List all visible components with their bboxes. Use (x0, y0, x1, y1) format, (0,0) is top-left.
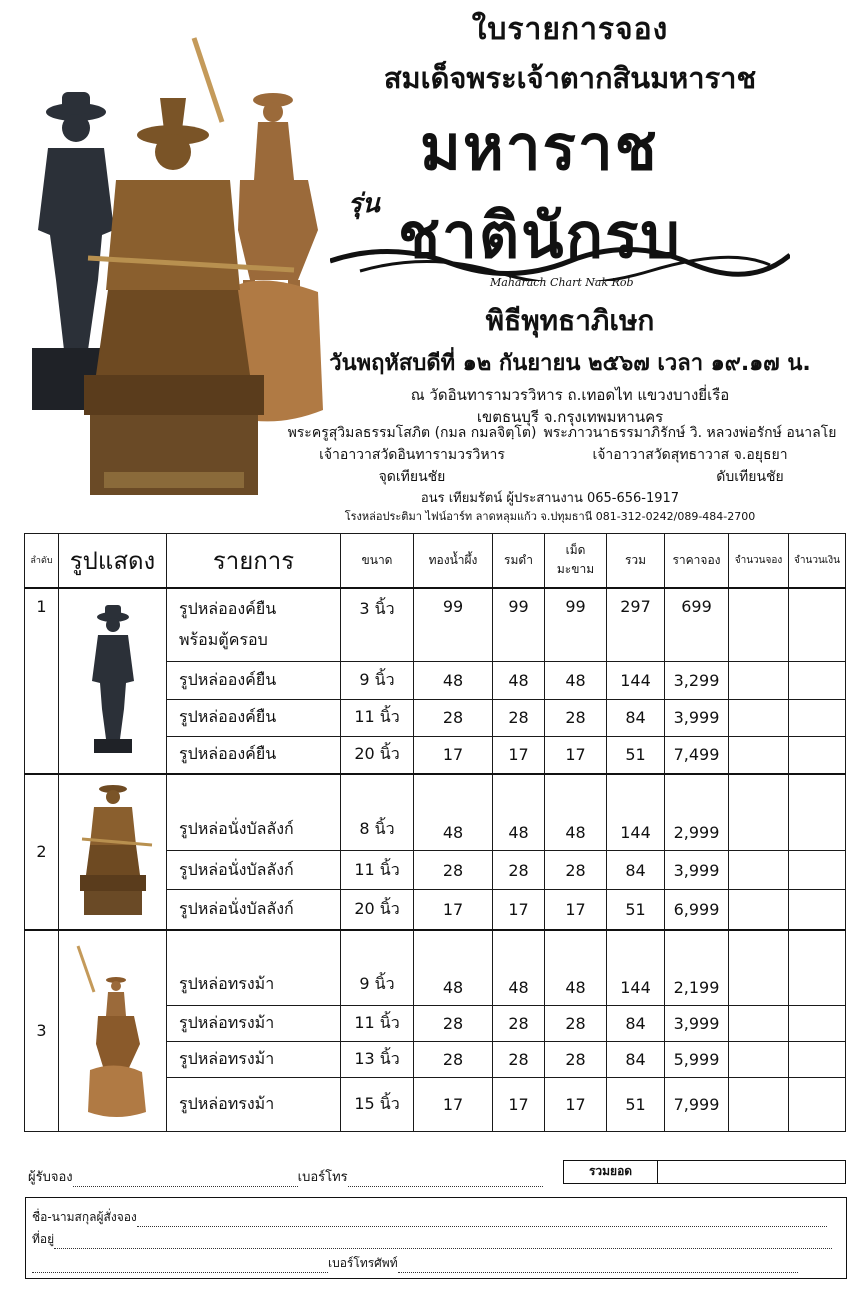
price: 3,999 (665, 850, 729, 890)
price: 699 (665, 588, 729, 662)
monk-left (262, 422, 562, 488)
gold-qty: 48 (414, 662, 493, 699)
seed-qty: 17 (545, 890, 607, 930)
logo-run-text: รุ่น (348, 189, 380, 219)
size: 8 นิ้ว (341, 774, 414, 851)
item-name: รูปหล่อทรงม้า (167, 1006, 341, 1042)
total-qty: 144 (607, 930, 665, 1006)
gold-qty: 28 (414, 850, 493, 890)
gold-qty: 28 (414, 1006, 493, 1042)
gold-qty: 48 (414, 774, 493, 851)
header-size: ขนาด (341, 534, 414, 588)
total-field[interactable] (658, 1161, 845, 1183)
black-qty: 17 (493, 890, 545, 930)
size: 20 นิ้ว (341, 890, 414, 930)
total-qty: 51 (607, 890, 665, 930)
amount-input[interactable] (789, 736, 846, 773)
black-qty: 48 (493, 774, 545, 851)
horse-statue-icon (60, 936, 166, 1122)
name-label: ชื่อ-นามสกุลผู้สั่งจอง (32, 1210, 137, 1224)
qty-input[interactable] (729, 1006, 789, 1042)
table-header-row (25, 534, 846, 588)
header-seed-line1: เม็ด (565, 543, 586, 558)
total-qty: 84 (607, 1042, 665, 1078)
series-logo (290, 101, 850, 291)
gold-qty: 17 (414, 890, 493, 930)
order-table (24, 533, 846, 1132)
price: 2,199 (665, 930, 729, 1006)
gold-qty: 17 (414, 1078, 493, 1132)
receiver-line (28, 1166, 543, 1187)
address-line (32, 1230, 832, 1249)
seed-qty: 99 (545, 588, 607, 662)
address-label: ที่อยู่ (32, 1232, 55, 1246)
group-no: 3 (25, 930, 59, 1132)
item-name: รูปหล่อนั่งบัลลังก์ (167, 850, 341, 890)
black-qty: 48 (493, 930, 545, 1006)
qty-input[interactable] (729, 662, 789, 699)
size: 11 นิ้ว (341, 699, 414, 736)
form-title: ใบรายการจอง (471, 12, 669, 47)
seed-qty: 17 (545, 1078, 607, 1132)
receiver-field[interactable] (73, 1173, 298, 1187)
item-name: รูปหล่อทรงม้า (167, 930, 341, 1006)
amount-input[interactable] (789, 1078, 846, 1132)
item-name (167, 588, 341, 662)
throne-statue-image (59, 774, 167, 930)
total-qty: 84 (607, 1006, 665, 1042)
item-name-line1: รูปหล่อองค์ยืน (179, 598, 277, 618)
receiver-label: ผู้รับจอง (28, 1170, 73, 1185)
header-price: ราคาจอง (665, 534, 729, 588)
seed-qty: 48 (545, 774, 607, 851)
qty-input[interactable] (729, 699, 789, 736)
king-name: สมเด็จพระเจ้าตากสินมหาราช (383, 61, 757, 95)
seed-qty: 28 (545, 1006, 607, 1042)
amount-input[interactable] (789, 930, 846, 1006)
black-qty: 28 (493, 850, 545, 890)
item-name: รูปหล่อทรงม้า (167, 1042, 341, 1078)
price: 7,999 (665, 1078, 729, 1132)
item-name: รูปหล่อองค์ยืน (167, 699, 341, 736)
qty-input[interactable] (729, 1078, 789, 1132)
total-qty: 84 (607, 699, 665, 736)
qty-input[interactable] (729, 850, 789, 890)
qty-input[interactable] (729, 588, 789, 662)
total-qty: 144 (607, 662, 665, 699)
venue-line1: ณ วัดอินทารามวรวิหาร ถ.เทอดไท แขวงบางยี่เรือ (410, 386, 730, 404)
receiver-phone-label: เบอร์โทร (297, 1170, 348, 1185)
item-name: รูปหล่อองค์ยืน (167, 736, 341, 773)
total-qty: 297 (607, 588, 665, 662)
price: 2,999 (665, 774, 729, 851)
item-name-line2: พร้อมตู้ครอบ (179, 629, 268, 649)
contact-box (25, 1197, 847, 1279)
amount-input[interactable] (789, 850, 846, 890)
size: 9 นิ้ว (341, 662, 414, 699)
header-total: รวม (607, 534, 665, 588)
seed-qty: 48 (545, 662, 607, 699)
size: 9 นิ้ว (341, 930, 414, 1006)
amount-input[interactable] (789, 588, 846, 662)
horse-statue-image (59, 930, 167, 1132)
total-qty: 51 (607, 736, 665, 773)
black-qty: 99 (493, 588, 545, 662)
header-image: รูปแสดง (59, 534, 167, 588)
seed-qty: 17 (545, 736, 607, 773)
foundry: โรงหล่อประติมา ไฟน์อาร์ท ลาดหลุมแก้ว จ.ปทุมธานี 081-312-0242/089-484-2700 (344, 510, 756, 523)
ornament-swirl-icon (330, 241, 790, 281)
qty-input[interactable] (729, 1042, 789, 1078)
telephone-pre-dots (32, 1259, 328, 1273)
price: 3,299 (665, 662, 729, 699)
monk-left-title: เจ้าอาวาสวัดอินทารามวรวิหาร (319, 447, 505, 463)
amount-input[interactable] (789, 1042, 846, 1078)
gold-qty: 28 (414, 1042, 493, 1078)
qty-input[interactable] (729, 890, 789, 930)
header-seed (545, 534, 607, 588)
header-no: ลำดับ (25, 534, 59, 588)
ceremony-date: วันพฤหัสบดีที่ ๑๒ กันยายน ๒๕๖๗ เวลา ๑๙.๑๗ น. (329, 351, 811, 376)
total-box (563, 1160, 846, 1184)
header-gold: ทองน้ำผึ้ง (414, 534, 493, 588)
item-name: รูปหล่อทรงม้า (167, 1078, 341, 1132)
coordinator: อนร เทียมรัตน์ ผู้ประสานงาน 065-656-1917 (420, 491, 680, 506)
black-qty: 28 (493, 1042, 545, 1078)
black-qty: 17 (493, 1078, 545, 1132)
item-name: รูปหล่อนั่งบัลลังก์ (167, 890, 341, 930)
size: 20 นิ้ว (341, 736, 414, 773)
ceremony-title: พิธีพุทธาภิเษก (485, 304, 655, 337)
price: 5,999 (665, 1042, 729, 1078)
total-label: รวมยอด (564, 1161, 658, 1183)
black-qty: 28 (493, 1006, 545, 1042)
logo-main-text: มหาราช (420, 111, 659, 184)
telephone-label: เบอร์โทรศัพท์ (328, 1256, 398, 1270)
price: 6,999 (665, 890, 729, 930)
header (0, 0, 860, 525)
size: 11 นิ้ว (341, 850, 414, 890)
size: 11 นิ้ว (341, 1006, 414, 1042)
gold-qty: 28 (414, 699, 493, 736)
standing-statue-icon (60, 589, 166, 769)
total-qty: 84 (607, 850, 665, 890)
header-amount: จำนวนเงิน (789, 534, 846, 588)
total-qty: 144 (607, 774, 665, 851)
seed-qty: 28 (545, 850, 607, 890)
total-qty: 51 (607, 1078, 665, 1132)
table-row (25, 588, 846, 662)
qty-input[interactable] (729, 774, 789, 851)
table-row (25, 930, 846, 1006)
monk-left-role: จุดเทียนชัย (378, 469, 446, 485)
amount-input[interactable] (789, 699, 846, 736)
header-qty: จำนวนจอง (729, 534, 789, 588)
qty-input[interactable] (729, 736, 789, 773)
size: 3 นิ้ว (341, 588, 414, 662)
item-name: รูปหล่อนั่งบัลลังก์ (167, 774, 341, 851)
address-field[interactable] (54, 1235, 832, 1249)
name-field[interactable] (137, 1213, 827, 1227)
monk-right-name: พระภาวนาธรรมาภิรักษ์ วิ. หลวงพ่อรักษ์ อนาลโย (543, 425, 837, 441)
amount-input[interactable] (789, 1006, 846, 1042)
black-qty: 28 (493, 699, 545, 736)
standing-statue-image (59, 588, 167, 774)
price: 3,999 (665, 699, 729, 736)
seed-qty: 48 (545, 930, 607, 1006)
throne-statue-icon (60, 775, 166, 925)
header-seed-line2: มะขาม (556, 562, 595, 577)
group-no: 1 (25, 588, 59, 774)
receiver-phone-field[interactable] (348, 1173, 543, 1187)
black-qty: 48 (493, 662, 545, 699)
venue-line2: เขตธนบุรี จ.กรุงเทพมหานคร (476, 408, 664, 426)
monk-right (520, 422, 860, 488)
black-qty: 17 (493, 736, 545, 773)
gold-qty: 48 (414, 930, 493, 1006)
title-block (290, 6, 850, 428)
amount-input[interactable] (789, 662, 846, 699)
logo-sub-text: ชาตินักรบ (398, 199, 682, 272)
group-no: 2 (25, 774, 59, 930)
telephone-line (32, 1254, 798, 1273)
amount-input[interactable] (789, 774, 846, 851)
monk-right-role: ดับเทียนชัย (716, 469, 784, 485)
price: 3,999 (665, 1006, 729, 1042)
telephone-field[interactable] (398, 1259, 798, 1273)
seed-qty: 28 (545, 699, 607, 736)
header-item: รายการ (167, 534, 341, 588)
amount-input[interactable] (789, 890, 846, 930)
logo-english: Maharach Chart Nak Rob (490, 276, 634, 289)
qty-input[interactable] (729, 930, 789, 1006)
item-name: รูปหล่อองค์ยืน (167, 662, 341, 699)
gold-qty: 17 (414, 736, 493, 773)
name-line (32, 1208, 827, 1227)
table-row (25, 774, 846, 851)
monk-right-title: เจ้าอาวาสวัดสุทธาวาส จ.อยุธยา (592, 447, 788, 463)
gold-qty: 99 (414, 588, 493, 662)
monk-left-name: พระครูสุวิมลธรรมโสภิต (กมล กมลจิตฺโต) (287, 425, 537, 441)
seed-qty: 28 (545, 1042, 607, 1078)
size: 15 นิ้ว (341, 1078, 414, 1132)
size: 13 นิ้ว (341, 1042, 414, 1078)
price: 7,499 (665, 736, 729, 773)
header-black: รมดำ (493, 534, 545, 588)
